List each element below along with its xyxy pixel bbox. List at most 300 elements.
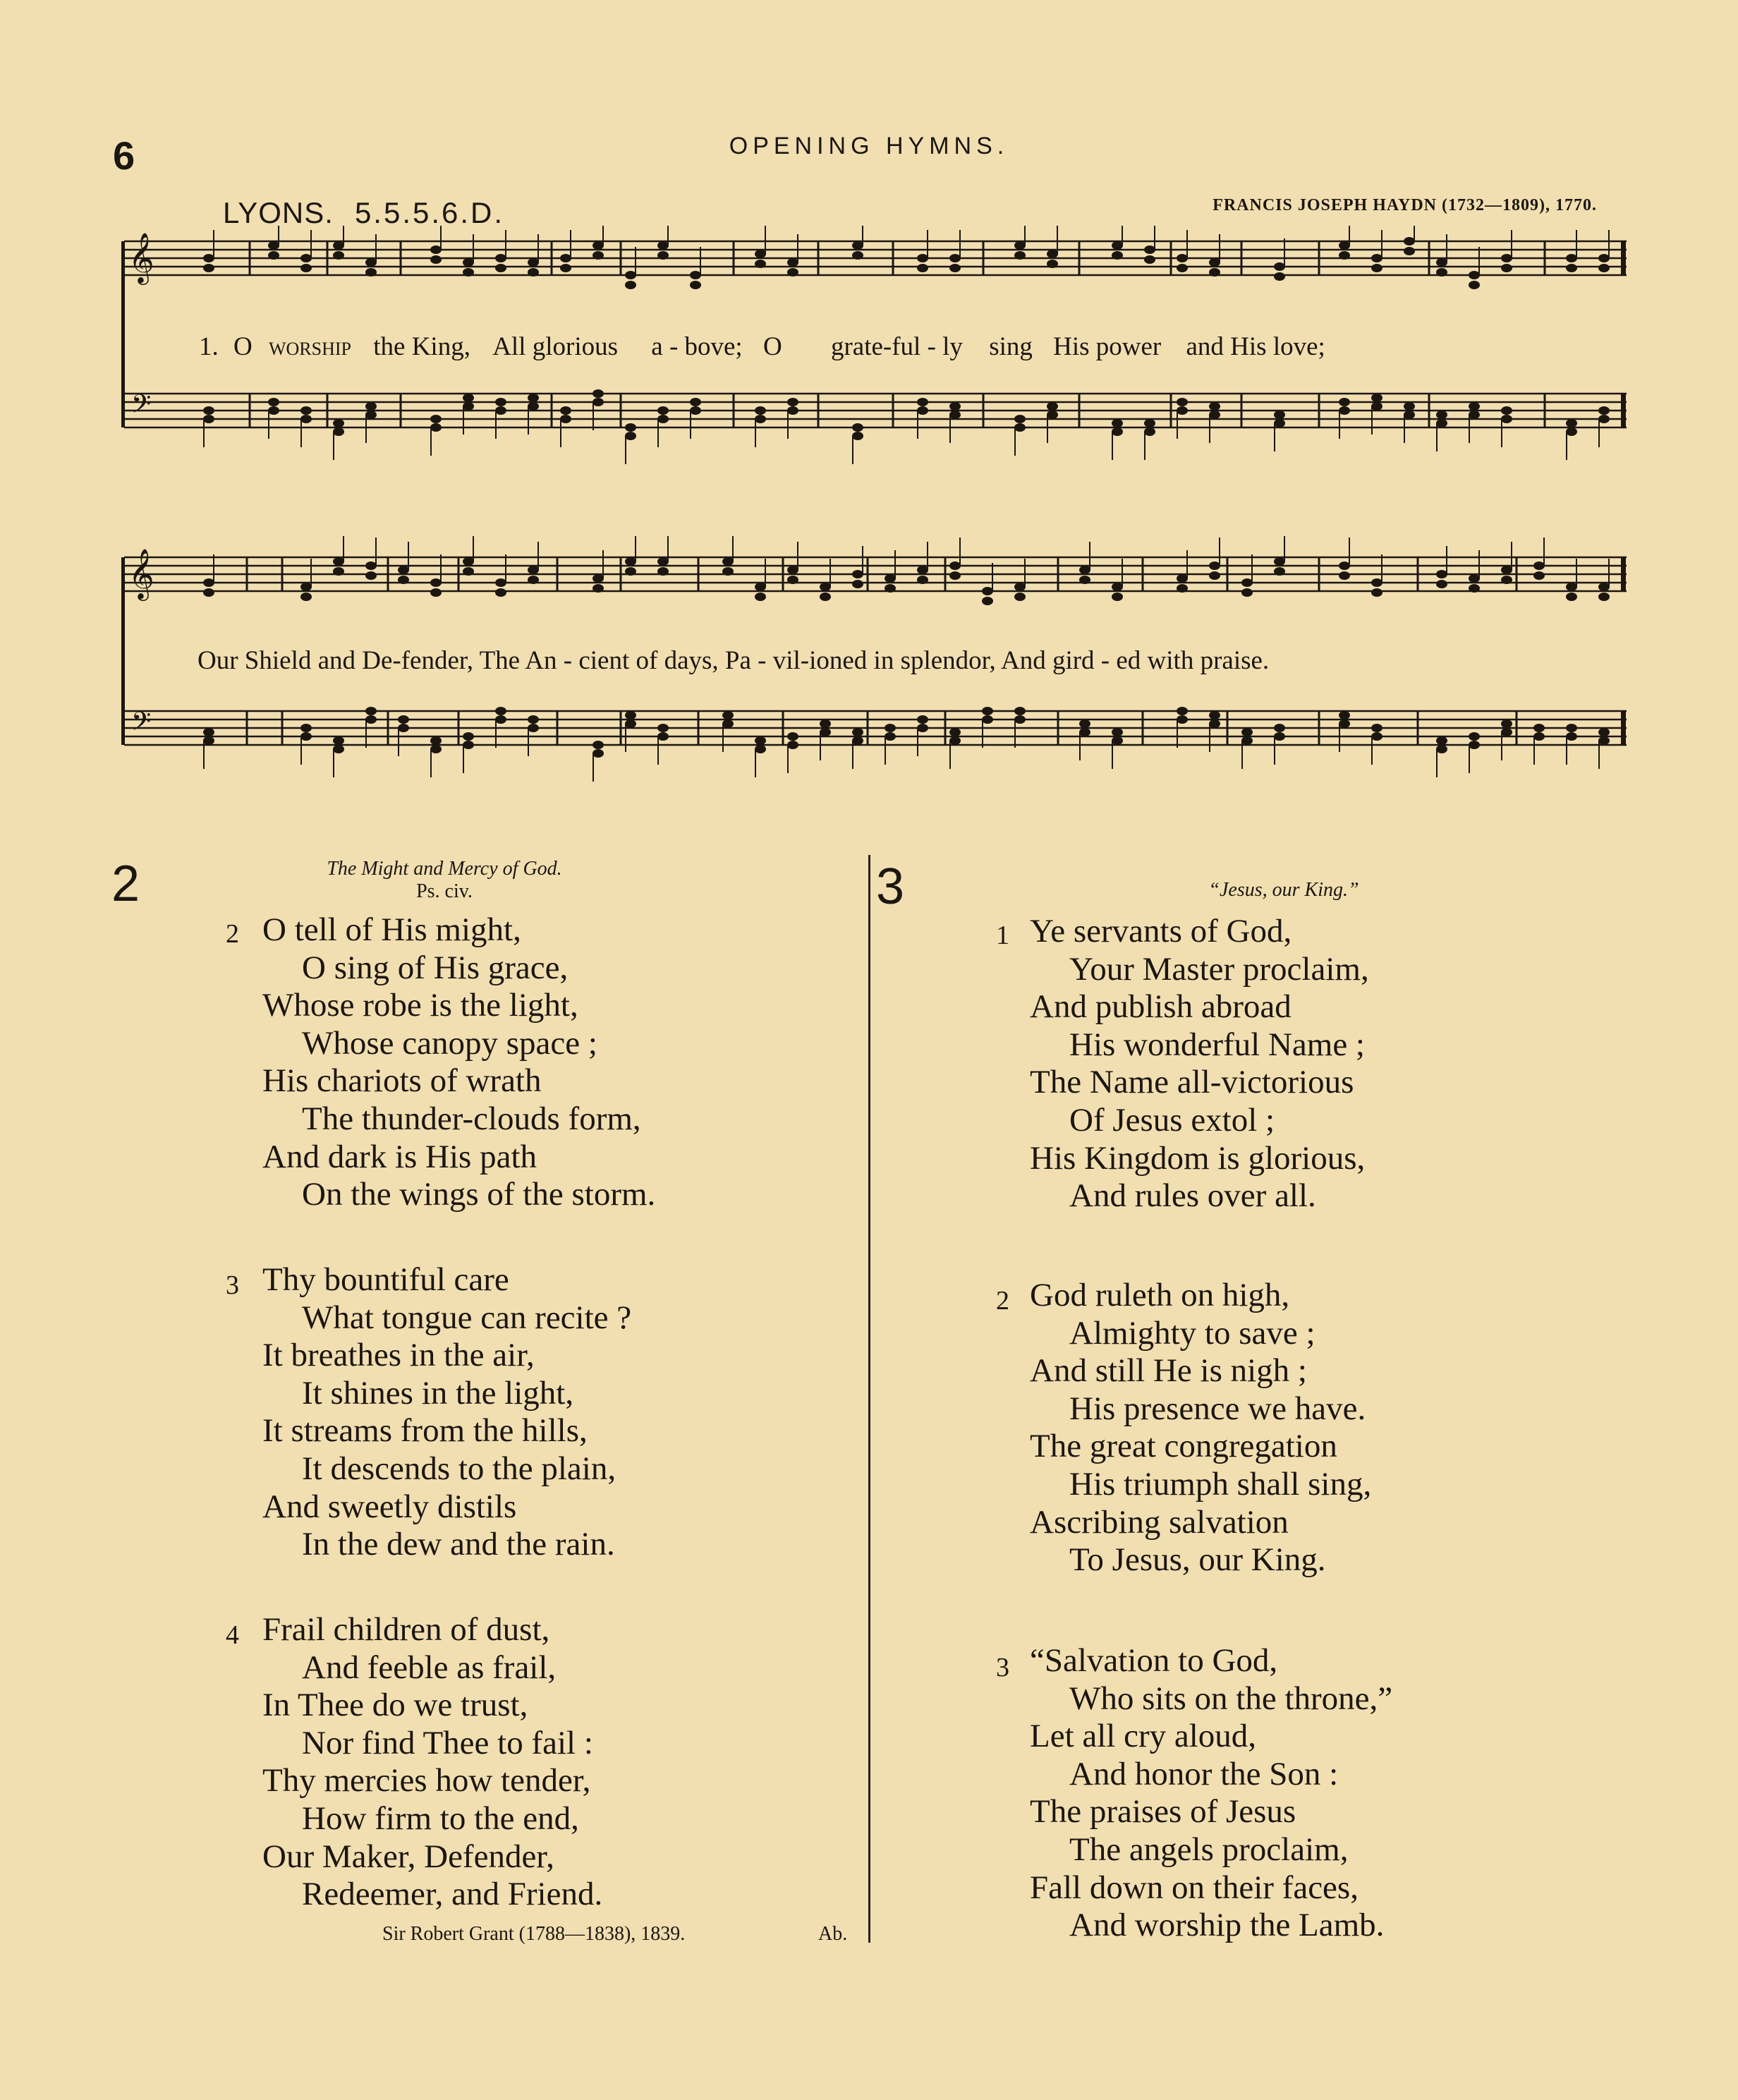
note-head (949, 736, 961, 745)
final-barline (1621, 711, 1626, 745)
hymn2-stanza-1 (226, 911, 656, 1214)
final-barline (1621, 241, 1626, 275)
stanza-line: His presence we have. (1069, 1390, 1366, 1427)
note-head (1469, 741, 1480, 749)
note-head (1371, 724, 1382, 732)
note-head (495, 406, 506, 415)
note-head (365, 571, 377, 580)
note-head (1274, 557, 1285, 566)
note-head (1339, 562, 1350, 570)
stanza-line: And feeble as frail, (302, 1649, 557, 1686)
note-head (365, 411, 377, 419)
note-head (203, 254, 214, 262)
note-head (1469, 402, 1480, 411)
note-head (1501, 264, 1512, 272)
stanza-line: What tongue can recite ? (302, 1299, 632, 1336)
stanza-line: Let all cry aloud, (1030, 1718, 1257, 1755)
note-head (365, 258, 377, 267)
author-credit: Sir Robert Grant (1788—1838), 1839. (382, 1923, 686, 1945)
stanza-number: 1 (996, 921, 1009, 950)
note-head (1533, 732, 1545, 741)
note-head (1566, 732, 1577, 741)
stanza-line: Frail children of dust, (262, 1611, 550, 1648)
note-head (787, 741, 798, 749)
note-head (495, 398, 506, 406)
note-head (365, 268, 377, 277)
note-head (528, 576, 539, 584)
note-head (657, 724, 669, 732)
stanza-line: And dark is His path (262, 1138, 537, 1175)
note-head (528, 715, 539, 724)
note-head (917, 254, 928, 262)
note-head (430, 245, 442, 254)
note-head (268, 406, 279, 415)
note-head (592, 584, 604, 593)
stanza-line: Ye servants of God, (1030, 913, 1292, 949)
note-head (1371, 394, 1382, 402)
note-head (625, 711, 636, 720)
stanza-line: His triumph shall sing, (1069, 1465, 1372, 1503)
note-head (495, 707, 506, 715)
note-head (1371, 254, 1382, 262)
note-head (1339, 406, 1350, 415)
note-head (1177, 264, 1188, 272)
note-head (852, 580, 863, 588)
note-head (755, 583, 766, 591)
stanza-number: 4 (226, 1620, 239, 1650)
note-head (1501, 415, 1512, 423)
note-head (1339, 251, 1350, 260)
final-barline (1621, 394, 1626, 427)
lyric-word: a - bove; (651, 332, 743, 361)
note-head (300, 264, 312, 272)
note-head (1436, 570, 1447, 578)
note-head (1436, 411, 1447, 419)
note-head (333, 567, 344, 576)
note-head (1371, 402, 1382, 411)
stanza-line: “Salvation to God, (1030, 1642, 1278, 1679)
note-head (982, 707, 993, 715)
note-head (1436, 268, 1447, 277)
page-number: 6 (113, 133, 135, 178)
note-head (1144, 427, 1155, 436)
note-head (365, 715, 377, 724)
note-head (885, 732, 896, 741)
bass-clef: 𝄢 (131, 389, 152, 425)
note-head (1566, 583, 1577, 591)
lyric-word: worship (268, 332, 351, 361)
stanza-line: The angels proclaim, (1069, 1831, 1349, 1868)
note-head (625, 720, 636, 728)
note-head (1209, 402, 1220, 411)
note-head (1177, 715, 1188, 724)
note-head (1274, 262, 1285, 271)
note-head (657, 557, 669, 566)
note-head (1014, 583, 1026, 591)
hymn3-stanza-3 (996, 1642, 1393, 1945)
note-head (625, 271, 636, 279)
note-head (398, 724, 409, 732)
note-head (1144, 245, 1155, 254)
stanza-line: Whose canopy space ; (302, 1024, 597, 1062)
lyric-word: and His love; (1186, 332, 1325, 361)
note-head (1339, 720, 1350, 728)
note-head (1014, 715, 1026, 724)
note-head (755, 736, 766, 745)
note-head (560, 406, 571, 415)
stanza-line: The thunder-clouds form, (302, 1100, 641, 1137)
note-head (1209, 562, 1220, 570)
note-head (787, 576, 798, 584)
note-head (1274, 724, 1285, 732)
stanza-line: In Thee do we trust, (262, 1687, 528, 1724)
note-head (333, 427, 344, 436)
note-head (755, 250, 766, 258)
note-head (1241, 736, 1253, 745)
note-head (949, 728, 961, 736)
note-head (1047, 402, 1058, 411)
treble-clef: 𝄞 (128, 547, 154, 599)
note-head (1209, 711, 1220, 720)
note-head (528, 394, 539, 402)
note-head (1404, 237, 1415, 245)
stanza-line: Nor find Thee to fail : (302, 1724, 593, 1761)
note-head (917, 264, 928, 272)
note-head (463, 258, 474, 267)
note-head (560, 415, 571, 423)
lyric-word: sing (989, 332, 1033, 361)
note-head (1339, 241, 1350, 250)
hymn-number-3: 3 (876, 858, 905, 915)
stanza-line: How firm to the end, (302, 1799, 579, 1837)
stanza-line: In the dew and the rain. (302, 1526, 615, 1563)
lyric-word: O (762, 332, 782, 361)
composer-credit: FRANCIS JOSEPH HAYDN (1732—1809), 1770. (1213, 196, 1597, 214)
note-head (463, 741, 474, 749)
note-head (1501, 566, 1512, 574)
note-head (982, 715, 993, 724)
hymn2-stanza-3 (226, 1611, 603, 1914)
note-head (949, 264, 961, 272)
stanza-line: The praises of Jesus (1030, 1793, 1296, 1831)
stanza-line: The great congregation (1030, 1428, 1337, 1465)
stanza-line: And publish abroad (1030, 988, 1292, 1026)
system-2-lyrics: Our Shield and De-fender, The An - cient of days, Pa - vil-ioned in splendor, And gird - ed with praise. (198, 646, 1270, 675)
note-head (852, 423, 863, 432)
stanza-line: Our Maker, Defender, (262, 1838, 554, 1875)
stanza-line: Whose robe is the light, (262, 987, 578, 1024)
note-head (592, 741, 604, 749)
note-head (852, 241, 863, 250)
note-head (528, 724, 539, 732)
note-head (1598, 728, 1610, 736)
note-head (528, 258, 539, 267)
note-head (300, 724, 312, 732)
stanza-line: The Name all-victorious (1030, 1064, 1354, 1101)
note-head (1014, 241, 1026, 250)
note-head (1274, 419, 1285, 427)
note-head (268, 241, 279, 250)
note-head (495, 264, 506, 272)
note-head (592, 574, 604, 583)
note-head (430, 415, 442, 423)
note-head (625, 423, 636, 432)
note-head (430, 423, 442, 432)
note-head (949, 571, 961, 580)
note-head (1047, 260, 1058, 268)
note-head (300, 254, 312, 262)
note-head (203, 578, 214, 587)
tune-meter: 5.5.5.6.D. (354, 196, 505, 229)
note-head (885, 574, 896, 583)
stanza-line: Fall down on their faces, (1030, 1869, 1359, 1906)
stanza-number: 2 (226, 919, 239, 949)
note-head (495, 715, 506, 724)
note-head (1566, 264, 1577, 272)
note-head (463, 567, 474, 576)
note-head (1371, 588, 1382, 597)
hymn-subtitle: The Might and Mercy of God. (327, 858, 562, 880)
note-head (1598, 264, 1610, 272)
note-head (1112, 419, 1123, 427)
note-head (690, 398, 701, 406)
note-head (1501, 720, 1512, 728)
note-head (1274, 732, 1285, 741)
note-head (1436, 580, 1447, 588)
stanza-line: O sing of His grace, (302, 949, 569, 986)
note-head (1112, 427, 1123, 436)
note-head (722, 557, 734, 566)
stanza-line: And honor the Son : (1069, 1755, 1339, 1792)
stanza-line: His Kingdom is glorious, (1030, 1139, 1366, 1177)
note-head (820, 583, 831, 591)
note-head (787, 268, 798, 277)
note-head (203, 415, 214, 423)
note-head (1177, 574, 1188, 583)
note-head (592, 398, 604, 406)
note-head (430, 255, 442, 264)
note-head (1112, 728, 1123, 736)
note-head (755, 260, 766, 268)
note-head (528, 566, 539, 574)
note-head (949, 562, 961, 570)
note-head (333, 557, 344, 566)
music-system-1 (0, 226, 1738, 522)
stanza-line: And rules over all. (1069, 1177, 1316, 1215)
note-head (1079, 576, 1090, 584)
note-head (1177, 406, 1188, 415)
lyric-word: O (233, 332, 253, 361)
note-head (1469, 281, 1480, 289)
note-head (657, 567, 669, 576)
note-head (592, 749, 604, 758)
note-head (1436, 258, 1447, 267)
stanza-line: Of Jesus extol ; (1069, 1101, 1275, 1139)
note-head (1112, 251, 1123, 260)
note-head (495, 578, 506, 587)
note-head (430, 745, 442, 753)
note-head (1112, 583, 1123, 591)
note-head (1112, 241, 1123, 250)
note-head (657, 732, 669, 741)
hymn3-stanza-1 (996, 913, 1369, 1215)
note-head (852, 736, 863, 745)
note-head (917, 715, 928, 724)
note-head (755, 593, 766, 601)
note-head (787, 258, 798, 267)
note-head (917, 576, 928, 584)
note-head (1501, 406, 1512, 415)
note-head (365, 402, 377, 411)
note-head (365, 562, 377, 570)
note-head (1209, 258, 1220, 267)
note-head (592, 251, 604, 260)
hymn2-stanza-2 (226, 1261, 632, 1564)
note-head (1177, 398, 1188, 406)
note-head (398, 715, 409, 724)
note-head (398, 566, 409, 574)
note-head (300, 583, 312, 591)
note-head (1533, 562, 1545, 570)
note-head (787, 566, 798, 574)
stanza-line: Almighty to save ; (1069, 1314, 1315, 1352)
note-head (495, 588, 506, 597)
note-head (917, 566, 928, 574)
note-head (917, 724, 928, 732)
note-head (1079, 728, 1090, 736)
section-title: OPENING HYMNS. (729, 133, 1009, 159)
note-head (885, 584, 896, 593)
note-head (203, 736, 214, 745)
note-head (398, 576, 409, 584)
note-head (755, 745, 766, 753)
note-head (657, 406, 669, 415)
note-head (852, 728, 863, 736)
stanza-line: It streams from the hills, (262, 1412, 588, 1450)
credit-code: Ab. (818, 1923, 848, 1945)
note-head (1014, 415, 1026, 423)
note-head (560, 254, 571, 262)
note-head (1144, 419, 1155, 427)
note-head (755, 406, 766, 415)
note-head (1274, 411, 1285, 419)
note-head (1566, 593, 1577, 601)
note-head (1566, 724, 1577, 732)
note-head (755, 415, 766, 423)
note-head (1339, 398, 1350, 406)
treble-clef: 𝄞 (128, 231, 154, 283)
note-head (625, 281, 636, 289)
stanza-line: It descends to the plain, (302, 1450, 616, 1487)
note-head (333, 736, 344, 745)
note-head (268, 398, 279, 406)
note-head (690, 281, 701, 289)
note-head (1014, 423, 1026, 432)
note-head (1436, 745, 1447, 753)
note-head (625, 567, 636, 576)
system-bracket (121, 557, 125, 745)
note-head (1014, 251, 1026, 260)
note-head (1469, 732, 1480, 741)
note-head (560, 264, 571, 272)
hymn-number-2: 2 (111, 856, 140, 912)
note-head (917, 406, 928, 415)
note-head (917, 398, 928, 406)
bass-clef: 𝄢 (131, 707, 152, 743)
note-head (1209, 571, 1220, 580)
note-head (592, 389, 604, 398)
lyric-word: grate-ful - ly (830, 332, 963, 361)
note-head (333, 745, 344, 753)
stanza-line: To Jesus, our King. (1069, 1541, 1326, 1579)
note-head (1339, 711, 1350, 720)
note-head (820, 720, 831, 728)
hymn-subtitle: “Jesus, our King.” (1208, 879, 1359, 901)
note-head (722, 567, 734, 576)
final-barline (1621, 557, 1626, 591)
note-head (1144, 255, 1155, 264)
note-head (1177, 584, 1188, 593)
note-head (333, 241, 344, 250)
note-head (1112, 593, 1123, 601)
note-head (722, 711, 734, 720)
stanza-line: And worship the Lamb. (1069, 1907, 1385, 1944)
system-bracket (121, 241, 125, 427)
note-head (333, 419, 344, 427)
note-head (1404, 411, 1415, 419)
note-head (1079, 566, 1090, 574)
note-head (1112, 736, 1123, 745)
note-head (300, 732, 312, 741)
lyric-word: His power (1053, 332, 1162, 361)
note-head (1533, 571, 1545, 580)
note-head (690, 271, 701, 279)
note-head (852, 251, 863, 260)
lyric-word: the King, (373, 332, 470, 361)
note-head (1209, 720, 1220, 728)
note-head (1339, 571, 1350, 580)
note-head (463, 402, 474, 411)
note-head (1274, 272, 1285, 281)
note-head (1371, 732, 1382, 741)
note-head (625, 432, 636, 440)
note-head (430, 588, 442, 597)
stanza-line: God ruleth on high, (1030, 1277, 1290, 1313)
stanza-line: Redeemer, and Friend. (302, 1876, 603, 1913)
note-head (300, 415, 312, 423)
scripture-reference: Ps. civ. (416, 880, 473, 902)
note-head (1404, 402, 1415, 411)
stanza-line: It shines in the light, (302, 1374, 574, 1412)
note-head (495, 254, 506, 262)
note-head (300, 593, 312, 601)
note-head (1014, 707, 1026, 715)
stanza-line: Thy mercies how tender, (262, 1762, 591, 1799)
note-head (787, 398, 798, 406)
note-head (1598, 583, 1610, 591)
note-head (1404, 247, 1415, 255)
note-head (1469, 574, 1480, 583)
note-head (1177, 254, 1188, 262)
note-head (1469, 584, 1480, 593)
stanza-number: 3 (996, 1653, 1009, 1682)
note-head (657, 251, 669, 260)
note-head (1047, 411, 1058, 419)
note-head (625, 557, 636, 566)
note-head (657, 415, 669, 423)
note-head (203, 264, 214, 272)
note-head (1533, 724, 1545, 732)
